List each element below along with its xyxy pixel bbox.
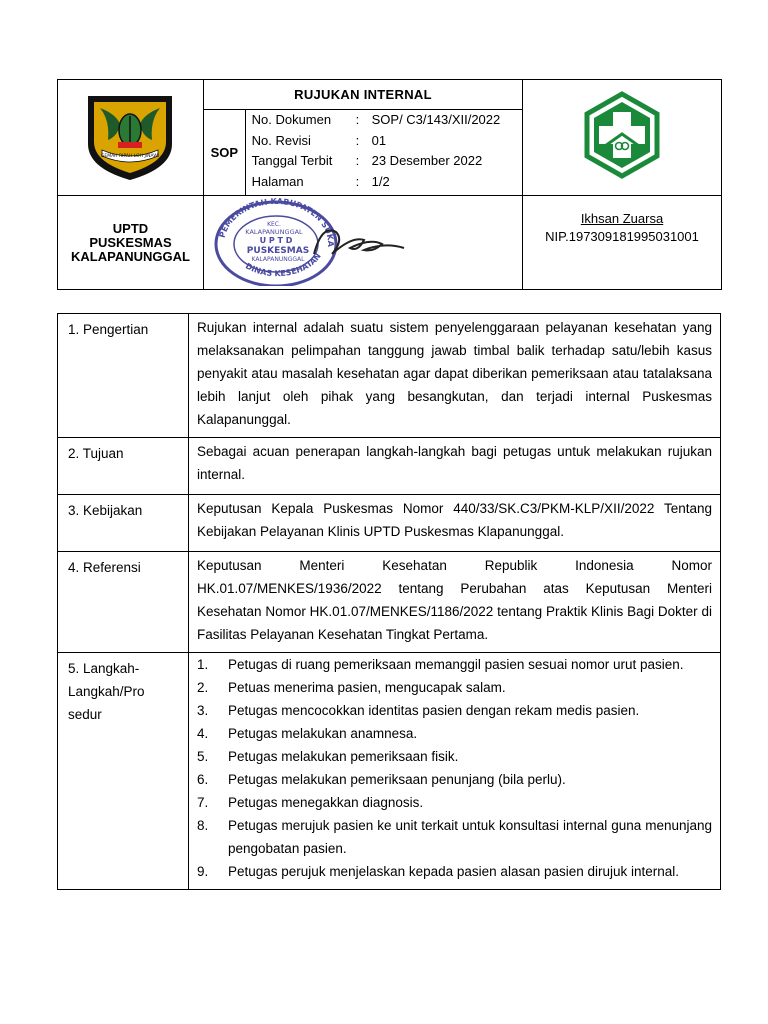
info-row-no-revisi: No. Revisi : 01 xyxy=(246,131,522,152)
stamp-place: KALAPANUNGGAL xyxy=(251,256,305,263)
info-value: 23 Desember 2022 xyxy=(371,153,483,168)
label-line: sedur xyxy=(68,707,102,722)
section-text: Keputusan Menteri Kesehatan Republik Indonesia Nomor HK.01.07/MENKES/1936/2022 tentang Perubahan atas Keputusan Menteri Kesehatan Nomor HK.01.07/MENKES/1186/2022 tentang Praktik Klinis Bagi Dokter di Fasilitas Pelayanan Kesehatan Tingkat Pertama. xyxy=(189,552,721,653)
label-line: 5. Langkah- xyxy=(68,661,140,676)
signer-nip: NIP.197309181995031001 xyxy=(545,229,699,244)
section-row-pengertian xyxy=(58,314,721,438)
list-item: 2. Petuas menerima pasien, mengucapak salam. xyxy=(197,680,506,695)
regency-logo-cell xyxy=(58,80,204,196)
info-key: No. Revisi xyxy=(251,132,311,148)
section-label: 1. Pengertian xyxy=(58,314,189,438)
list-item: 7. Petugas menegakkan diagnosis. xyxy=(197,795,424,810)
list-item: 1. Petugas di ruang pemeriksaan memanggil pasien sesuai nomor urut pasien. xyxy=(197,657,684,672)
info-row-tanggal-terbit: Tanggal Terbit : 23 Desember 2022 xyxy=(246,151,522,172)
list-item: 5. Petugas melakukan pemeriksaan fisik. xyxy=(197,749,459,764)
sukabumi-emblem-icon xyxy=(58,80,203,192)
sop-header-table xyxy=(57,79,722,290)
info-key: No. Dokumen xyxy=(251,112,332,127)
org-line: UPTD xyxy=(112,220,149,236)
section-row-referensi xyxy=(58,552,721,653)
info-key: Halaman xyxy=(251,173,304,189)
section-label: 4. Referensi xyxy=(58,552,189,653)
section-row-langkah xyxy=(58,653,721,890)
stamp-puskesmas: PUSKESMAS xyxy=(246,246,310,256)
section-text: Sebagai acuan penerapan langkah-langkah bagi petugas untuk melakukan rujukan internal. xyxy=(189,438,721,495)
procedure-steps xyxy=(189,653,721,890)
steps-list xyxy=(197,653,712,883)
section-label xyxy=(58,653,189,890)
org-line: KALAPANUNGGAL xyxy=(71,248,190,264)
section-row-tujuan xyxy=(58,438,721,495)
info-value: SOP/ C3/143/XII/2022 xyxy=(371,112,501,127)
stamp-signature-cell xyxy=(204,196,523,290)
stamp-kec: KEC. xyxy=(267,221,281,228)
document-info xyxy=(245,110,522,196)
official-stamp-icon xyxy=(204,196,522,286)
document-title: RUJUKAN INTERNAL xyxy=(204,80,523,110)
stamp-outer-text: PEMERINTAH KABUPATEN SUKA xyxy=(217,196,336,247)
organization-name xyxy=(58,196,204,290)
section-label: 2. Tujuan xyxy=(58,438,189,495)
label-line: Langkah/Pro xyxy=(68,684,145,699)
section-row-kebijakan xyxy=(58,495,721,552)
list-item: 8. Petugas merujuk pasien ke unit terkait untuk konsultasi internal guna menunjang pengobatan pasien. xyxy=(197,818,712,856)
stamp-uptd: U P T D xyxy=(259,236,293,245)
puskesmas-logo-icon xyxy=(523,80,721,192)
list-item: 4. Petugas melakukan anamnesa. xyxy=(197,726,418,741)
info-value: 01 xyxy=(371,132,387,148)
stamp-bottom-text: DINAS KESEHATAN xyxy=(243,251,323,279)
info-row-halaman: Halaman : 1/2 xyxy=(246,172,522,193)
emblem-motto: GEMAH RIPAH LOH JINAWI xyxy=(100,154,160,159)
signer-block xyxy=(523,196,722,290)
sop-content-table xyxy=(57,313,721,890)
info-value: 1/2 xyxy=(371,173,390,189)
section-label: 3. Kebijakan xyxy=(58,495,189,552)
info-row-no-dokumen: No. Dokumen : SOP/ C3/143/XII/2022 xyxy=(246,110,522,131)
org-line: PUSKESMAS xyxy=(89,234,172,250)
stamp-kec-name: KALAPANUNGGAL xyxy=(245,228,303,236)
section-text: Keputusan Kepala Puskesmas Nomor 440/33/SK.C3/PKM-KLP/XII/2022 Tentang Kebijakan Pelayanan Klinis UPTD Puskesmas Klapanunggal. xyxy=(189,495,721,552)
sop-label: SOP xyxy=(204,110,246,196)
signer-name: Ikhsan Zuarsa xyxy=(580,211,664,226)
list-item: 3. Petugas mencocokkan identitas pasien dengan rekam medis pasien. xyxy=(197,703,640,718)
section-text: Rujukan internal adalah suatu sistem penyelenggaraan pelayanan kesehatan yang melaksanakan pelimpahan tanggung jawab timbal balik terhadap satu/lebih kasus penyakit atau masalah kesehatan agar dapat diberikan pemeriksaan atau tatalaksana lebih lanjut oleh pihak yang besangkutan, dan terjadi internal Puskesmas Kalapanunggal. xyxy=(189,314,721,438)
info-key: Tanggal Terbit xyxy=(251,153,333,168)
puskesmas-logo-cell xyxy=(523,80,722,196)
list-item: 6. Petugas melakukan pemeriksaan penunjang (bila perlu). xyxy=(197,772,566,787)
list-item: 9. Petugas perujuk menjelaskan kepada pasien alasan pasien dirujuk internal. xyxy=(197,864,680,879)
